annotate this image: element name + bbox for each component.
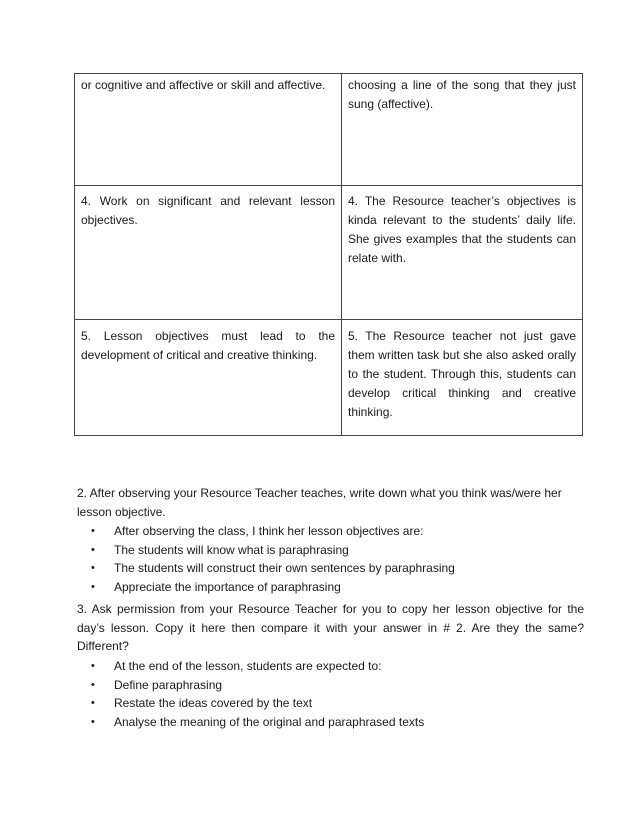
list-item-text: At the end of the lesson, students are expected to: <box>114 659 382 673</box>
table-cell-left: 5. Lesson objectives must lead to the development of critical and creative thinking. <box>75 320 342 436</box>
list-item <box>77 657 584 676</box>
table-cell-right: choosing a line of the song that they just sung (affective). <box>342 74 583 186</box>
bullet-icon: • <box>91 580 95 593</box>
list-item-text: After observing the class, I think her lesson objectives are: <box>114 524 424 538</box>
table-cell-right: 4. The Resource teacher’s objectives is kinda relevant to the students’ daily life. She gives examples that the students can relate with. <box>342 186 583 320</box>
bullet-icon: • <box>91 660 95 672</box>
question-3-text: 3. Ask permission from your Resource Teacher for you to copy her lesson objective for the day’s lesson. Copy it here then compare it with your answer in # 2. Are they the same? Different? <box>77 602 584 653</box>
bullet-icon: • <box>91 715 95 728</box>
table-row <box>75 186 583 320</box>
table-row <box>75 74 583 186</box>
table-cell-left: 4. Work on significant and relevant lesson objectives. <box>75 186 342 320</box>
list-item-text: The students will know what is paraphrasing <box>114 542 349 557</box>
question-2-text: 2. After observing your Resource Teacher teaches, write down what you think was/were her lesson objective. <box>77 486 562 519</box>
bullet-icon: • <box>91 562 95 574</box>
question-3-answer-list <box>77 657 584 731</box>
bullet-icon: • <box>91 678 95 691</box>
list-item-text: Define paraphrasing <box>114 677 223 692</box>
list-item-text: Appreciate the importance of paraphrasing <box>114 579 341 594</box>
list-item-text: The students will construct their own sentences by paraphrasing <box>114 561 455 575</box>
question-2-answer-list <box>77 522 584 596</box>
list-item <box>77 676 584 695</box>
bullet-icon: • <box>91 543 95 556</box>
list-item <box>77 522 584 541</box>
table-row <box>75 320 583 436</box>
table-cell-right: 5. The Resource teacher not just gave them written task but she also asked orally to the student. Through this, students can develop critical thinking and creative thinking. <box>342 320 583 436</box>
list-item <box>77 713 584 732</box>
bullet-icon: • <box>91 525 95 537</box>
table-cell-left: or cognitive and affective or skill and affective. <box>75 74 342 186</box>
list-item <box>77 578 584 597</box>
observation-table <box>74 73 583 436</box>
list-item <box>77 694 584 713</box>
list-item <box>77 541 584 560</box>
list-item-text: Analyse the meaning of the original and paraphrased texts <box>114 714 425 729</box>
bullet-icon: • <box>91 697 95 709</box>
list-item <box>77 559 584 578</box>
list-item-text: Restate the ideas covered by the text <box>114 696 313 710</box>
